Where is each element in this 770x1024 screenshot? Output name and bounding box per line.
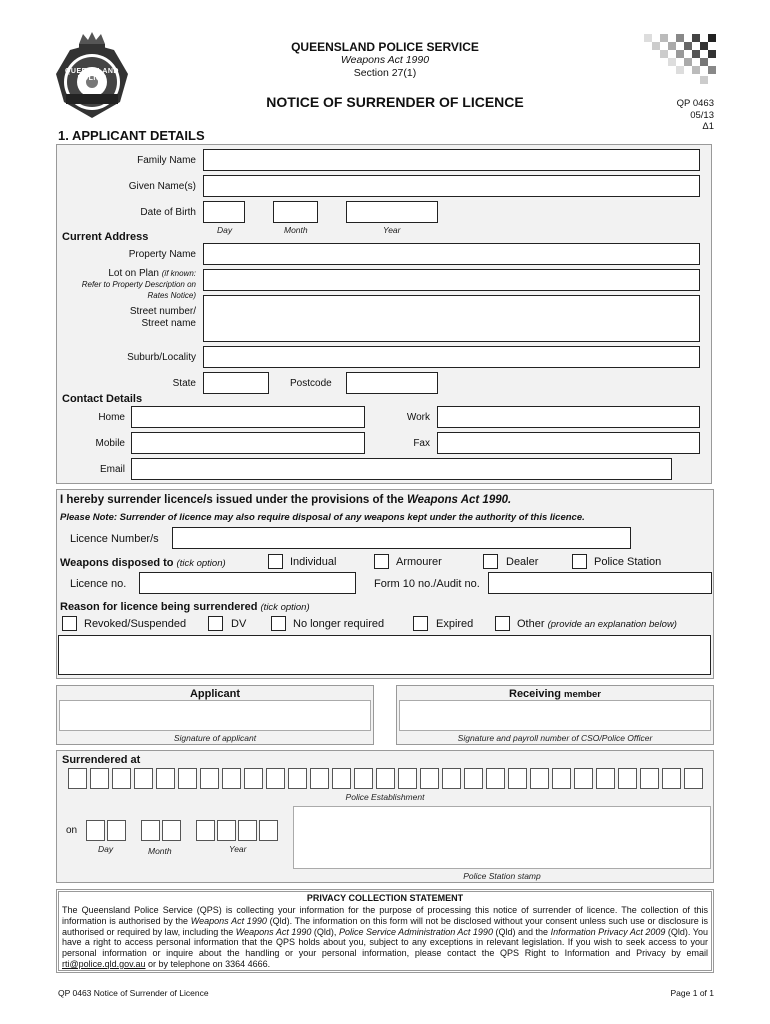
property-name-label: Property Name [128, 249, 196, 260]
family-name-input[interactable] [203, 149, 700, 171]
checkbox-police-station[interactable] [572, 554, 587, 569]
state-label: State [172, 378, 196, 389]
agency-name: QUEENSLAND POLICE SERVICE [291, 40, 479, 54]
privacy-heading: PRIVACY COLLECTION STATEMENT [306, 893, 464, 903]
option-individual: Individual [290, 556, 337, 568]
home-input[interactable] [131, 406, 365, 428]
lot-note-3: Rates Notice) [147, 291, 196, 300]
establishment-char-box[interactable] [332, 768, 351, 789]
establishment-char-box[interactable] [508, 768, 527, 789]
checkbox-other[interactable] [495, 616, 510, 631]
weapons-disposed-tick: (tick option) [176, 558, 226, 569]
establishment-char-box[interactable] [420, 768, 439, 789]
lot-note-2: Refer to Property Description on [81, 280, 196, 289]
dob-month-input[interactable] [273, 201, 318, 223]
reason-other [517, 618, 677, 630]
fax-input[interactable] [437, 432, 700, 454]
weapons-disposed-label [60, 557, 226, 569]
licence-numbers-input[interactable] [172, 527, 631, 549]
surrender-note: Please Note: Surrender of licence may also require disposal of any weapons kept under the authority of this licence. [60, 512, 585, 523]
form10-label: Form 10 no./Audit no. [374, 578, 480, 590]
dob-label: Date of Birth [140, 207, 196, 218]
establishment-char-box[interactable] [640, 768, 659, 789]
establishment-char-box[interactable] [552, 768, 571, 789]
privacy-email-link[interactable]: rti@police.qld.gov.au [62, 958, 146, 969]
establishment-char-box[interactable] [68, 768, 87, 789]
logo-text: QUEENSLAND POLICE [64, 68, 119, 82]
footer-form-name: QP 0463 Notice of Surrender of Licence [58, 988, 209, 998]
establishment-char-box[interactable] [222, 768, 241, 789]
date-day-box-1[interactable] [86, 820, 105, 841]
checkbox-individual[interactable] [268, 554, 283, 569]
email-input[interactable] [131, 458, 672, 480]
option-armourer: Armourer [396, 556, 442, 568]
lot-on-plan-input[interactable] [203, 269, 700, 291]
reason-expired: Expired [436, 618, 474, 630]
establishment-char-box[interactable] [156, 768, 175, 789]
current-address-heading: Current Address [62, 231, 149, 243]
police-station-stamp-area[interactable] [293, 806, 711, 869]
establishment-char-box[interactable] [398, 768, 417, 789]
privacy-p4: (Qld) and the [495, 926, 549, 937]
date-year-box-3[interactable] [238, 820, 257, 841]
establishment-caption: Police Establishment [345, 792, 425, 802]
licence-numbers-label: Licence Number/s [70, 533, 159, 545]
checker-pattern [644, 34, 716, 84]
stamp-caption: Police Station stamp [463, 871, 541, 881]
home-label: Home [98, 412, 125, 423]
establishment-char-box[interactable] [618, 768, 637, 789]
state-input[interactable] [203, 372, 269, 394]
reason-dv: DV [231, 618, 247, 630]
applicant-heading: Applicant [189, 688, 241, 700]
lot-on-plan-label [60, 268, 196, 279]
establishment-char-box[interactable] [596, 768, 615, 789]
section-ref: Section 27(1) [353, 67, 417, 79]
postcode-input[interactable] [346, 372, 438, 394]
receiving-text: Receiving [509, 688, 561, 700]
mobile-label: Mobile [95, 438, 125, 449]
checkbox-expired[interactable] [413, 616, 428, 631]
date-month-box-2[interactable] [162, 820, 181, 841]
date-day-caption: Day [98, 844, 114, 854]
date-month-caption: Month [148, 846, 172, 856]
date-year-box-1[interactable] [196, 820, 215, 841]
work-label: Work [406, 412, 430, 423]
street-input[interactable] [203, 295, 700, 342]
reason-label [60, 601, 310, 613]
reason-other-text: Other [517, 618, 545, 630]
suburb-input[interactable] [203, 346, 700, 368]
reason-text: Reason for licence being surrendered [60, 601, 258, 613]
postcode-label: Postcode [290, 378, 332, 389]
weapons-disposed-text: Weapons disposed to [60, 557, 174, 569]
establishment-boxes [68, 768, 708, 790]
act-name: Weapons Act 1990 [340, 54, 430, 66]
given-names-input[interactable] [203, 175, 700, 197]
applicant-signature-caption: Signature of applicant [173, 733, 257, 743]
checkbox-no-longer-required[interactable] [271, 616, 286, 631]
reason-tick: (tick option) [260, 602, 310, 613]
privacy-p6: or by telephone on 3364 4666. [148, 958, 271, 969]
reason-revoked: Revoked/Suspended [84, 618, 187, 630]
checkbox-dealer[interactable] [483, 554, 498, 569]
form-rev: Δ1 [702, 121, 714, 132]
establishment-char-box[interactable] [662, 768, 681, 789]
street-number-label: Street number/ [129, 306, 196, 317]
establishment-char-box[interactable] [200, 768, 219, 789]
establishment-char-box[interactable] [112, 768, 131, 789]
receiving-heading [396, 688, 714, 700]
street-name-label: Street name [141, 318, 196, 329]
footer-page-number: Page 1 of 1 [670, 988, 714, 998]
date-month-box-1[interactable] [141, 820, 160, 841]
contact-details-heading: Contact Details [62, 393, 143, 405]
receiving-signature-caption: Signature and payroll number of CSO/Police Officer [457, 733, 653, 743]
form-date: 05/13 [690, 110, 714, 121]
establishment-char-box[interactable] [288, 768, 307, 789]
family-name-label: Family Name [137, 155, 196, 166]
on-label: on [66, 825, 78, 836]
dob-day-input[interactable] [203, 201, 245, 223]
lot-on-plan-text: Lot on Plan [108, 268, 159, 279]
privacy-p2: (Qld). The information on this form will not be disclosed without your consent unless such use or disclosure is authorised or required by law, including the [62, 915, 708, 937]
establishment-char-box[interactable] [266, 768, 285, 789]
establishment-char-box[interactable] [442, 768, 461, 789]
establishment-char-box[interactable] [684, 768, 703, 789]
work-input[interactable] [437, 406, 700, 428]
email-label: Email [99, 464, 125, 475]
page-title: NOTICE OF SURRENDER OF LICENCE [266, 94, 524, 110]
licence-no-input[interactable] [139, 572, 356, 594]
establishment-char-box[interactable] [376, 768, 395, 789]
declaration-text: I hereby surrender licence/s issued under the provisions of the [60, 494, 404, 506]
privacy-p3: (Qld), [313, 926, 337, 937]
establishment-char-box[interactable] [464, 768, 483, 789]
establishment-char-box[interactable] [310, 768, 329, 789]
declaration [60, 494, 511, 506]
lot-note-1: (if known: [161, 269, 196, 278]
dob-year-input[interactable] [346, 201, 438, 223]
declaration-act: Weapons Act 1990. [407, 494, 512, 506]
privacy-statement [62, 905, 708, 970]
privacy-p4-act: Information Privacy Act 2009 [550, 926, 666, 937]
section1-heading: 1. APPLICANT DETAILS [58, 128, 205, 143]
checkbox-dv[interactable] [208, 616, 223, 631]
property-name-input[interactable] [203, 243, 700, 265]
dob-month-caption: Month [284, 225, 308, 235]
establishment-char-box[interactable] [354, 768, 373, 789]
receiving-signature-input[interactable] [399, 700, 711, 731]
establishment-char-box[interactable] [530, 768, 549, 789]
reason-no-longer-required: No longer required [293, 618, 385, 630]
suburb-label: Suburb/Locality [127, 352, 196, 363]
dob-day-caption: Day [217, 225, 233, 235]
establishment-char-box[interactable] [90, 768, 109, 789]
surrendered-heading: Surrendered at [62, 754, 141, 766]
date-year-box-2[interactable] [217, 820, 236, 841]
receiving-member: member [564, 689, 601, 700]
mobile-input[interactable] [131, 432, 365, 454]
privacy-p2-act: Weapons Act 1990 [235, 926, 312, 937]
given-names-label: Given Name(s) [128, 181, 196, 192]
privacy-p3-act: Police Service Administration Act 1990 [338, 926, 493, 937]
licence-no-label: Licence no. [70, 578, 127, 590]
privacy-p5: (Qld). You have a right to access personal information that the QPS holds about you, subject to any exceptions in relevant legislation. If you wish to seek access to your personal information or inquire about the handling or your personal information, please contact the QPS Right to Information and Privacy by email [62, 926, 708, 959]
applicant-signature-input[interactable] [59, 700, 371, 731]
explanation-input[interactable] [58, 635, 711, 675]
form10-input[interactable] [488, 572, 712, 594]
establishment-char-box[interactable] [134, 768, 153, 789]
form-code: QP 0463 [676, 98, 714, 109]
privacy-p1-act: Weapons Act 1990 [190, 915, 267, 926]
establishment-char-box[interactable] [244, 768, 263, 789]
fax-label: Fax [413, 438, 430, 449]
date-year-caption: Year [229, 844, 247, 854]
option-dealer: Dealer [506, 556, 539, 568]
option-police-station: Police Station [594, 556, 662, 568]
checkbox-revoked[interactable] [62, 616, 77, 631]
establishment-char-box[interactable] [178, 768, 197, 789]
dob-year-caption: Year [383, 225, 401, 235]
checkbox-armourer[interactable] [374, 554, 389, 569]
privacy-p1: The Queensland Police Service (QPS) is collecting your information for the purpose of processing this notice of surrender of licence. The collection of this information is authorised by the [62, 905, 708, 926]
date-day-box-2[interactable] [107, 820, 126, 841]
establishment-char-box[interactable] [486, 768, 505, 789]
establishment-char-box[interactable] [574, 768, 593, 789]
date-year-box-4[interactable] [259, 820, 278, 841]
reason-other-note: (provide an explanation below) [547, 619, 677, 630]
